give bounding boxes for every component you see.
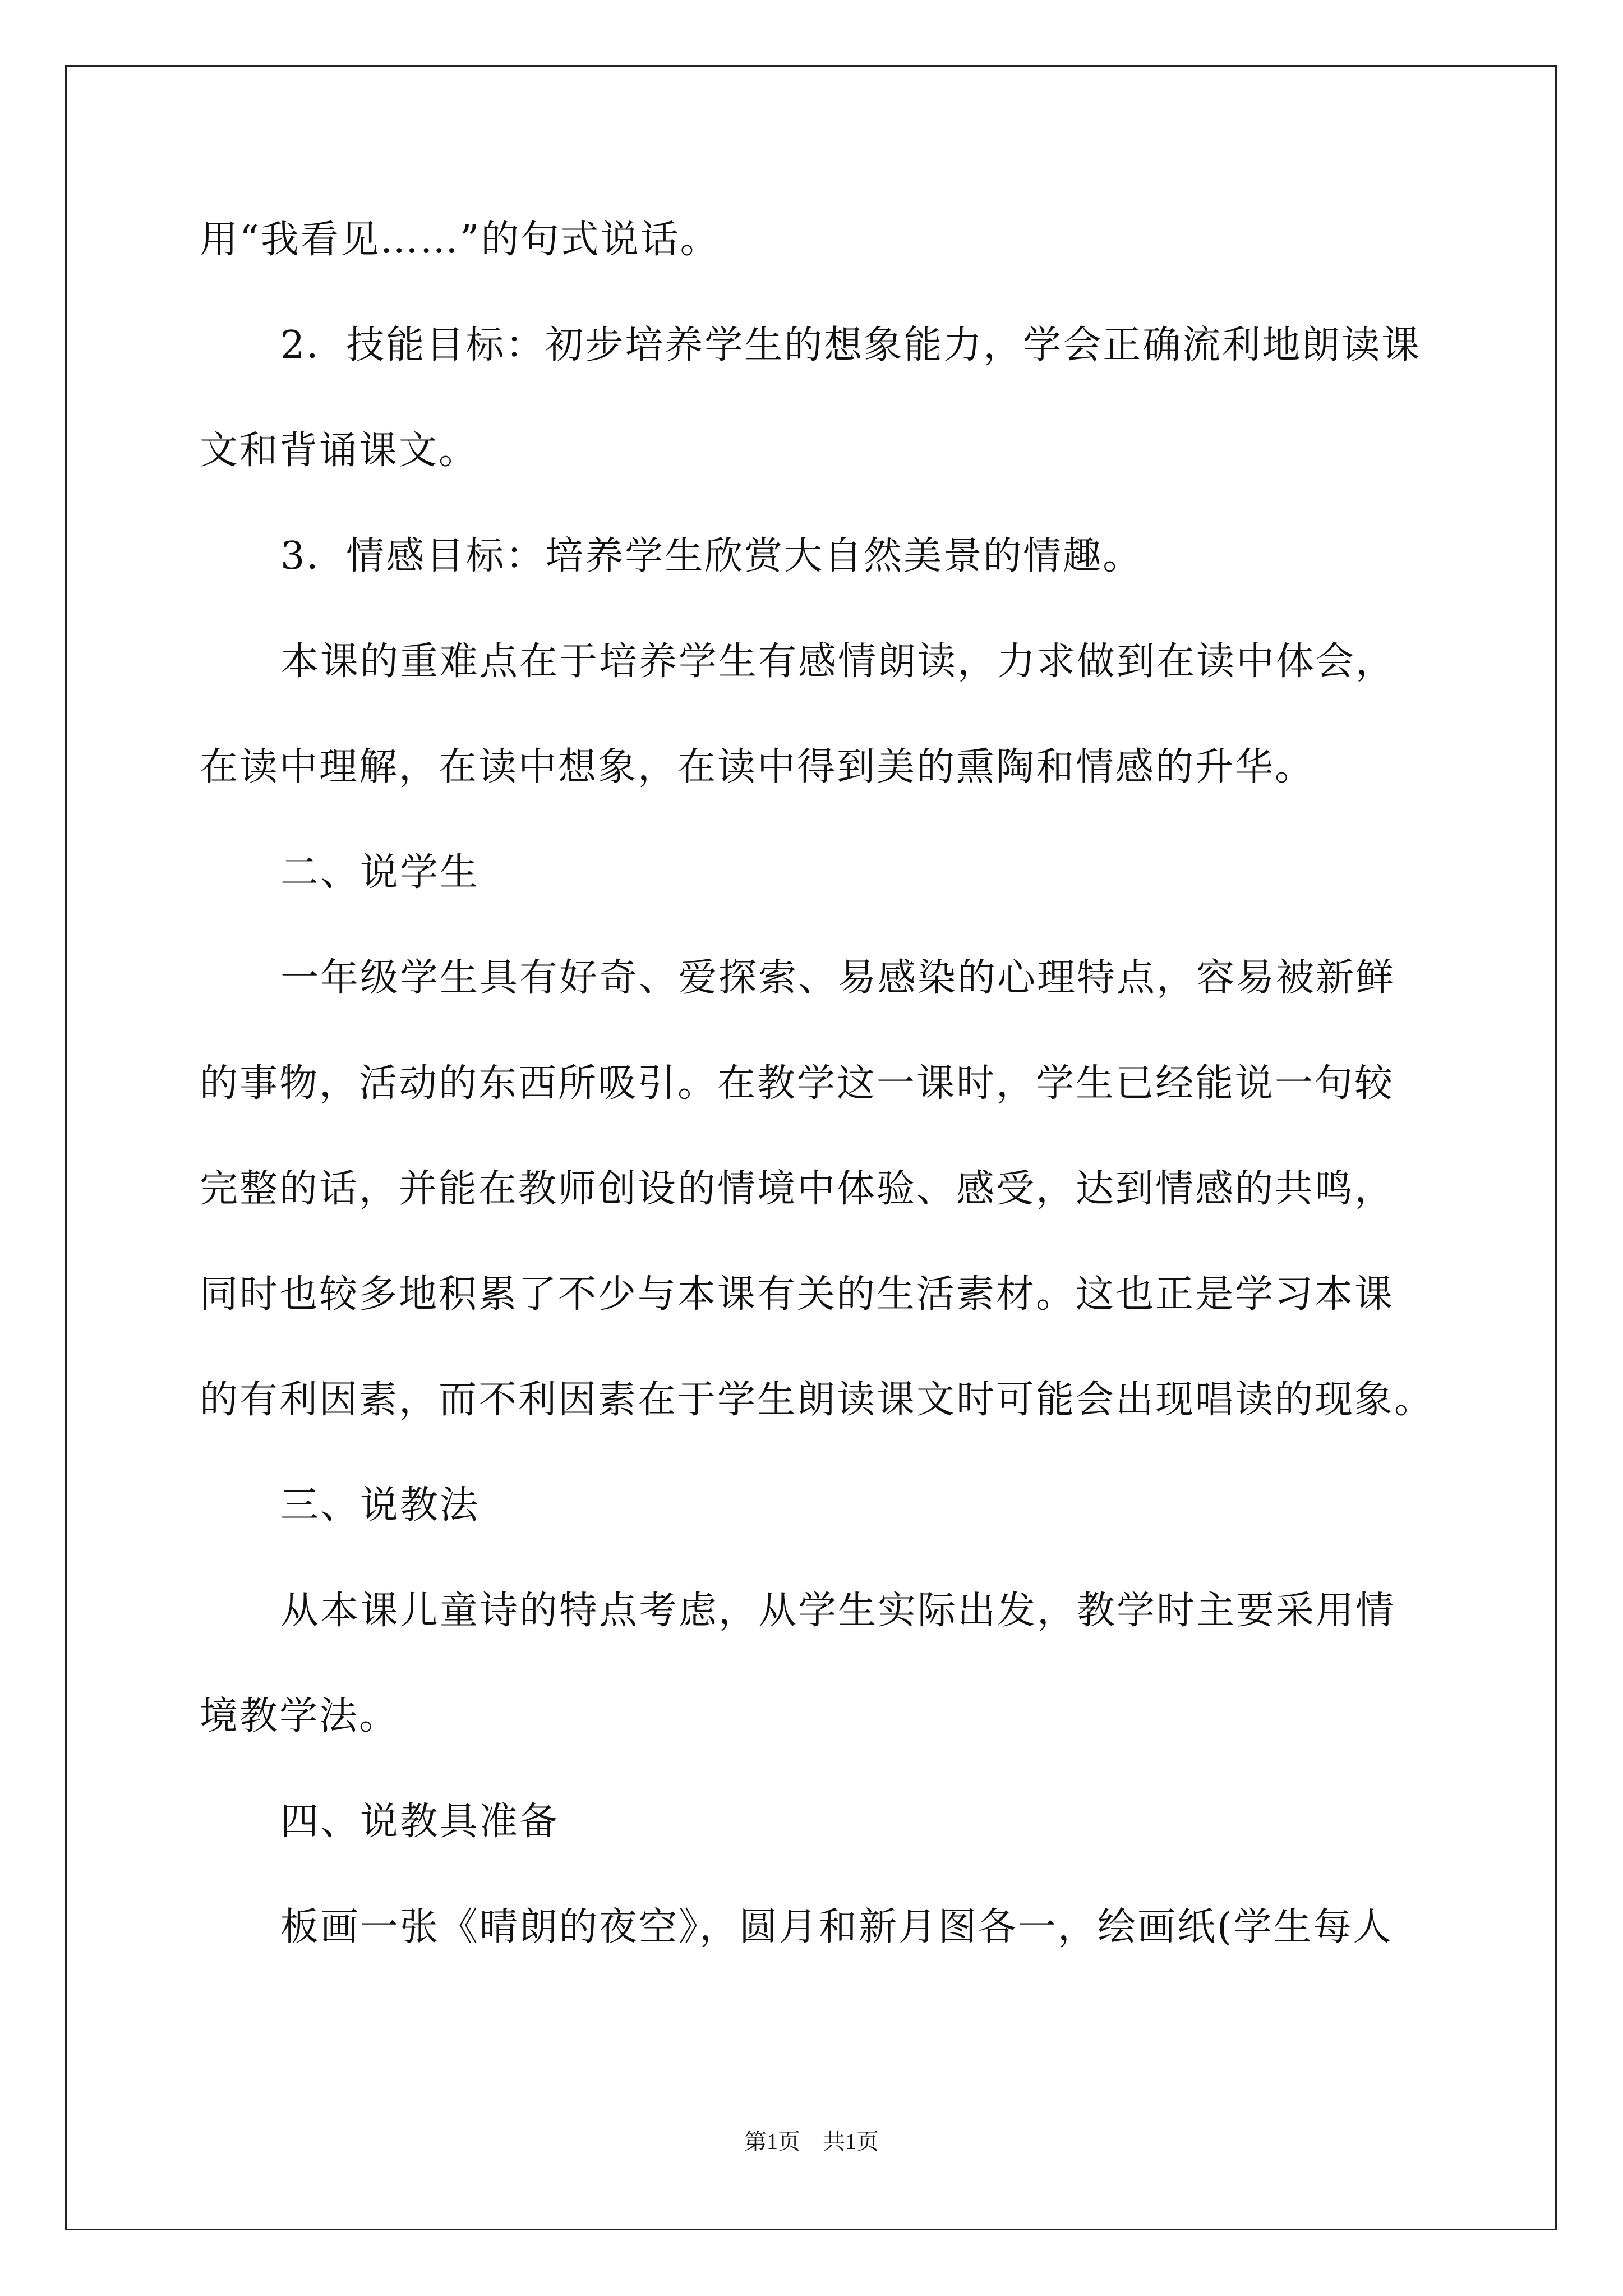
text-line-15: 境教学法。: [200, 1694, 399, 1738]
text-line-6: 在读中理解，在读中想象，在读中得到美的熏陶和情感的升华。: [200, 745, 1315, 789]
text-line-2: 2．技能目标：初步培养学生的想象能力，学会正确流利地朗读课: [280, 323, 1422, 367]
section-heading-methods: 三、说教法: [280, 1483, 480, 1527]
text-line-11: 同时也较多地积累了不少与本课有关的生活素材。这也正是学习本课: [200, 1272, 1395, 1317]
text-line-5: 本课的重难点在于培养学生有感情朗读，力求做到在读中体会，: [280, 639, 1396, 684]
text-line-10: 完整的话，并能在教师创设的情境中体验、感受，达到情感的共鸣，: [200, 1167, 1395, 1211]
section-heading-students: 二、说学生: [280, 850, 480, 895]
text-line-17: 板画一张《晴朗的夜空》，圆月和新月图各一，绘画纸(学生每人: [280, 1905, 1393, 1949]
text-line-9: 的事物，活动的东西所吸引。在教学这一课时，学生已经能说一句较: [200, 1061, 1395, 1106]
text-line-8: 一年级学生具有好奇、爱探索、易感染的心理特点，容易被新鲜: [280, 956, 1396, 1000]
section-heading-materials: 四、说教具准备: [280, 1800, 560, 1844]
text-line-12: 的有利因素，而不利因素在于学生朗读课文时可能会出现唱读的现象。: [200, 1378, 1435, 1422]
text-line-4: 3．情感目标：培养学生欣赏大自然美景的情趣。: [280, 534, 1143, 578]
text-line-3: 文和背诵课文。: [200, 429, 479, 473]
text-line-14: 从本课儿童诗的特点考虑，从学生实际出发，教学时主要采用情: [280, 1589, 1396, 1633]
page-footer: 第1页 共1页: [744, 2129, 879, 2154]
text-line-1: 用“我看见……”的句式说话。: [200, 218, 720, 262]
